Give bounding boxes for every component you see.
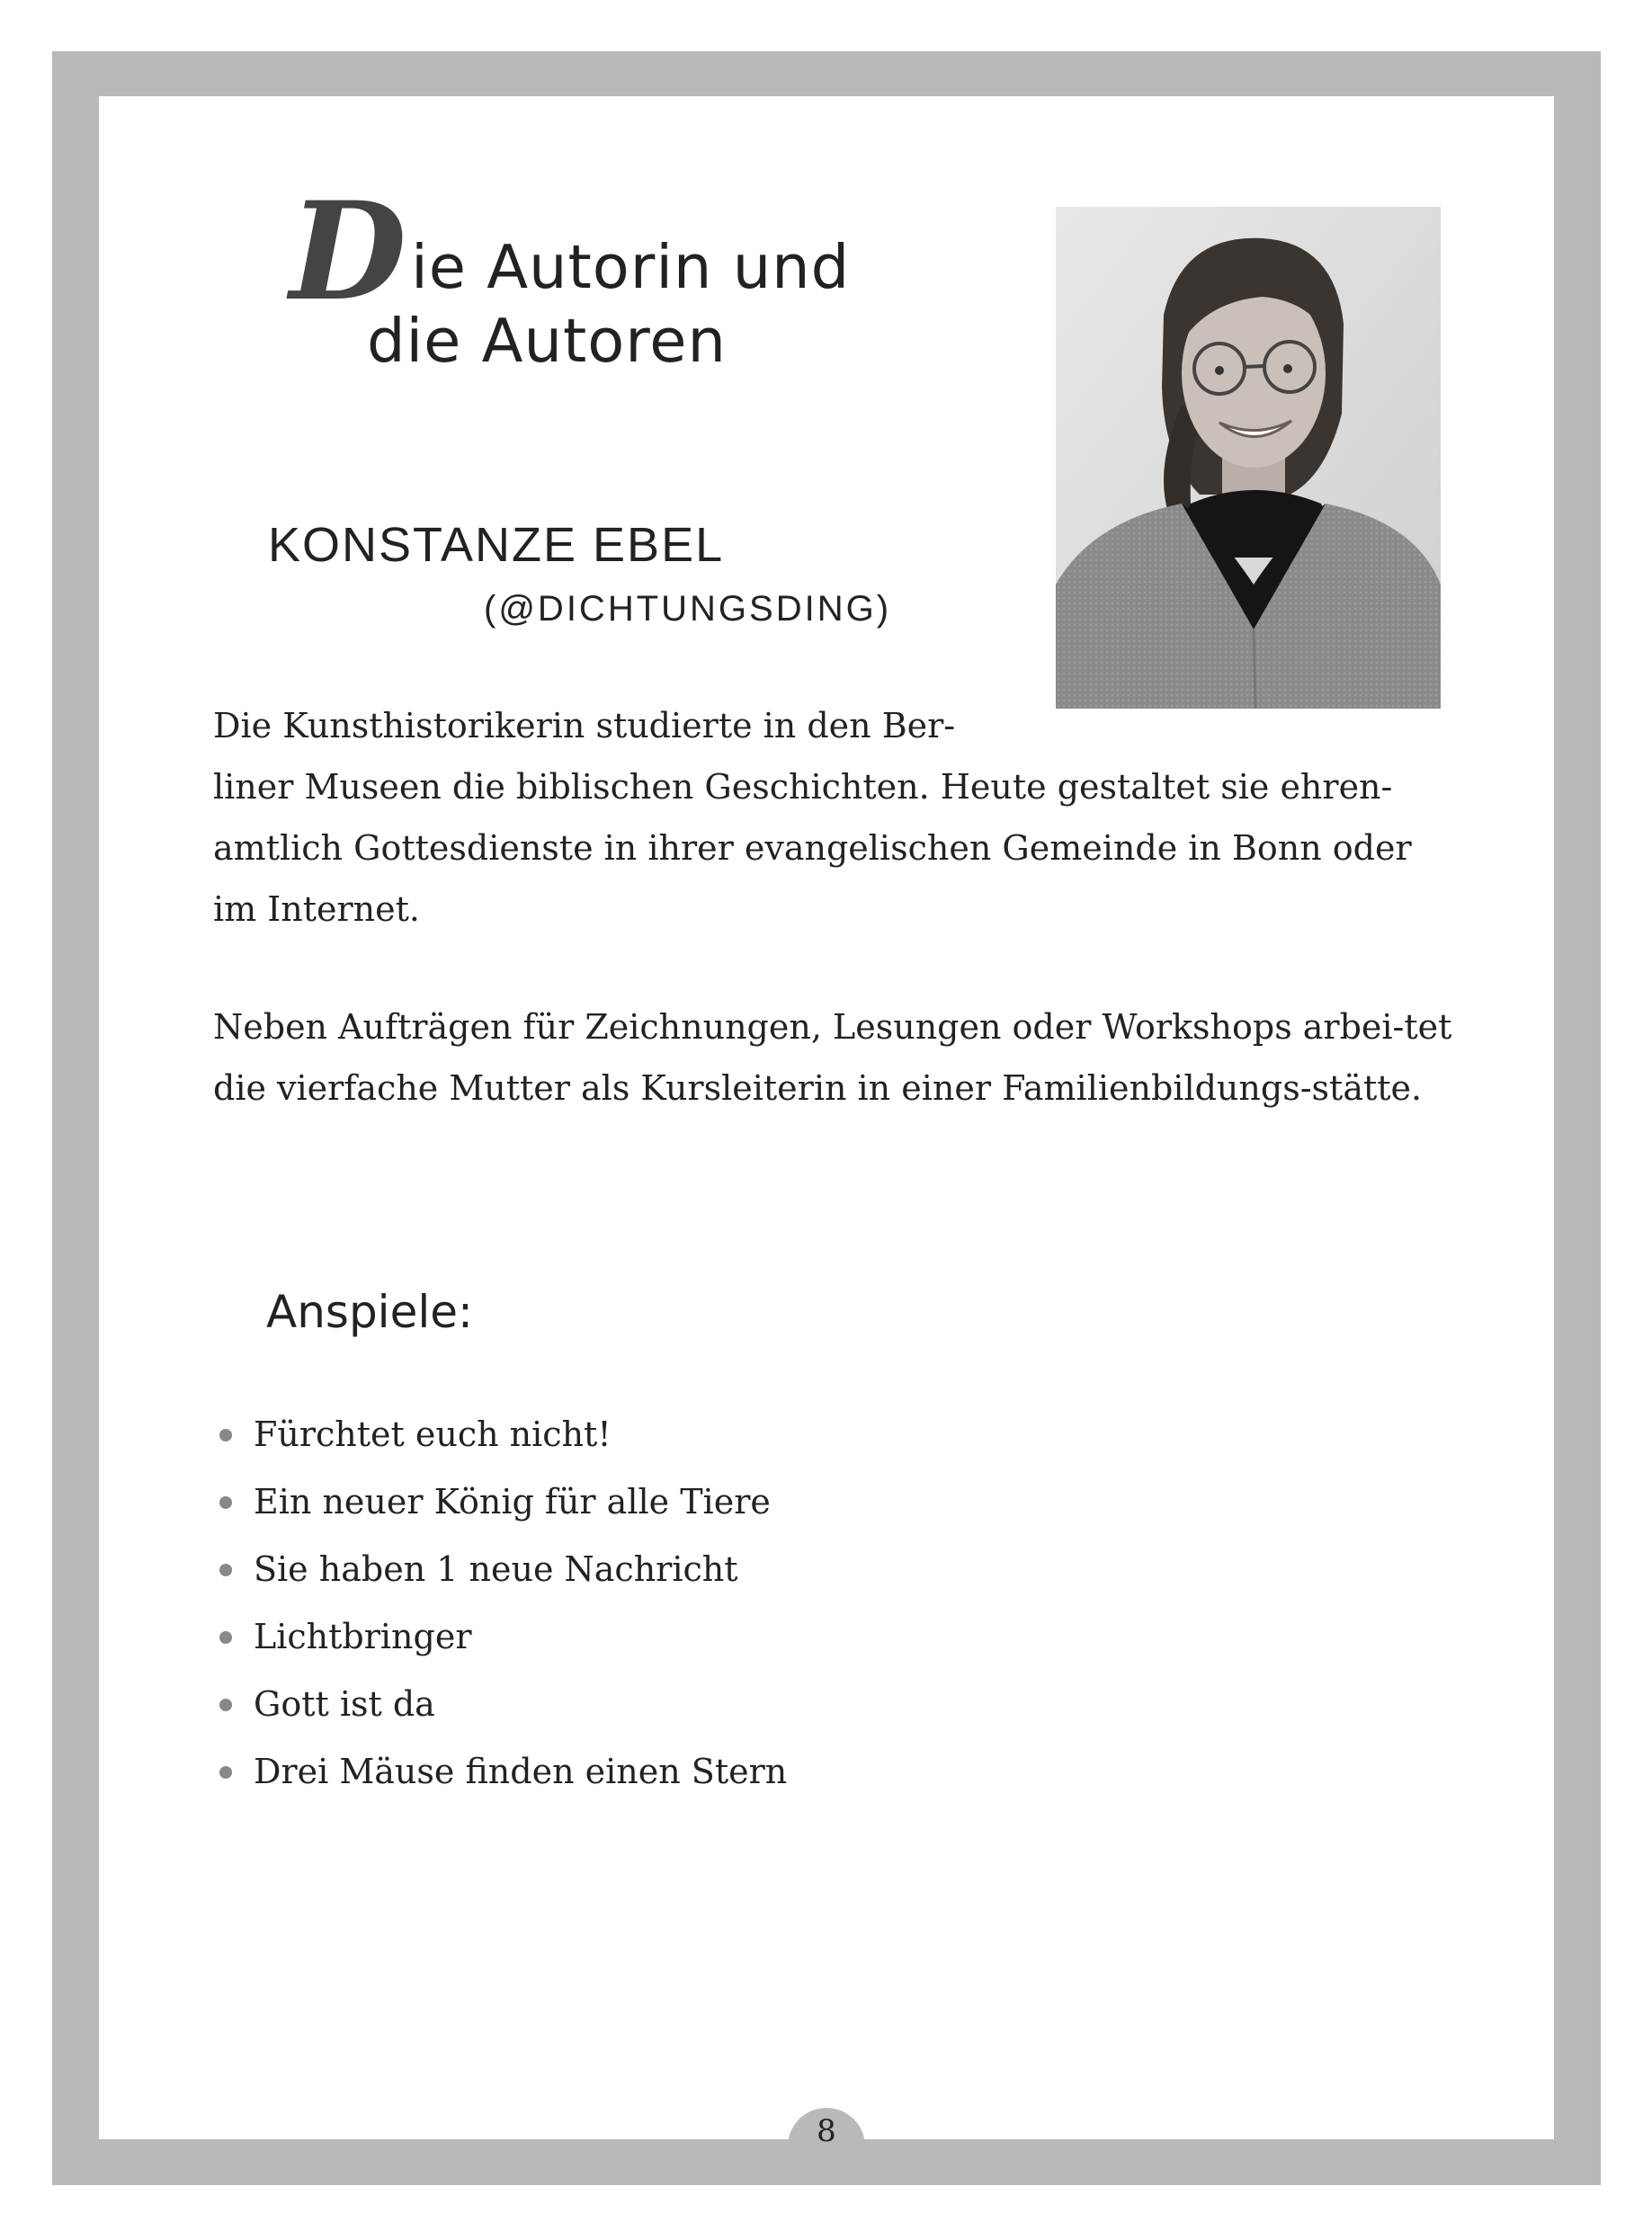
author-name: KONSTANZE EBEL [268,518,725,572]
author-handle: (@DICHTUNGSDING) [484,589,892,629]
list-item [216,1738,787,1806]
bullet-icon [219,1564,232,1576]
list-item [216,1536,787,1603]
bullet-icon [219,1496,232,1509]
list-item-label: Lichtbringer [254,1617,472,1656]
list-item [216,1671,787,1738]
list-item [216,1603,787,1671]
anspiele-list [216,1401,787,1806]
anspiele-heading: Anspiele: [266,1286,473,1338]
author-photo [1056,207,1441,709]
portrait-photo-icon [1056,207,1441,709]
list-item-label: Fürchtet euch nicht! [254,1414,612,1454]
list-item [216,1401,787,1468]
bio-paragraph-1-rest: liner Museen die biblischen Geschichten. Heute gestaltet sie ehren-amtlich Gottesdienste in ihrer evangelischen Gemeinde in Bonn oder im Internet. [213,767,1412,929]
title-dropcap: D [290,173,408,331]
list-item [216,1468,787,1536]
bullet-icon [219,1766,232,1779]
list-item-label: Gott ist da [254,1684,435,1724]
bio-paragraph-2: Neben Aufträgen für Zeichnungen, Lesungen oder Workshops arbei-tet die vierfache Mutter als Kursleiterin in einer Familienbildungs-stätte. [213,1007,1452,1108]
list-item-label: Ein neuer König für alle Tiere [254,1482,771,1522]
title-line-1: ie Autorin und [411,232,851,302]
title-line-2: die Autoren [367,306,727,376]
list-item-label: Drei Mäuse finden einen Stern [254,1752,788,1791]
bullet-icon [219,1429,232,1441]
bullet-icon [219,1631,232,1644]
page-title [290,173,851,378]
bullet-icon [219,1699,232,1711]
bio-paragraph-1-first-line: Die Kunsthistorikerin studierte in den Ber- [213,706,956,745]
list-item-label: Sie haben 1 neue Nachricht [254,1549,738,1589]
page-number: 8 [817,2113,836,2149]
